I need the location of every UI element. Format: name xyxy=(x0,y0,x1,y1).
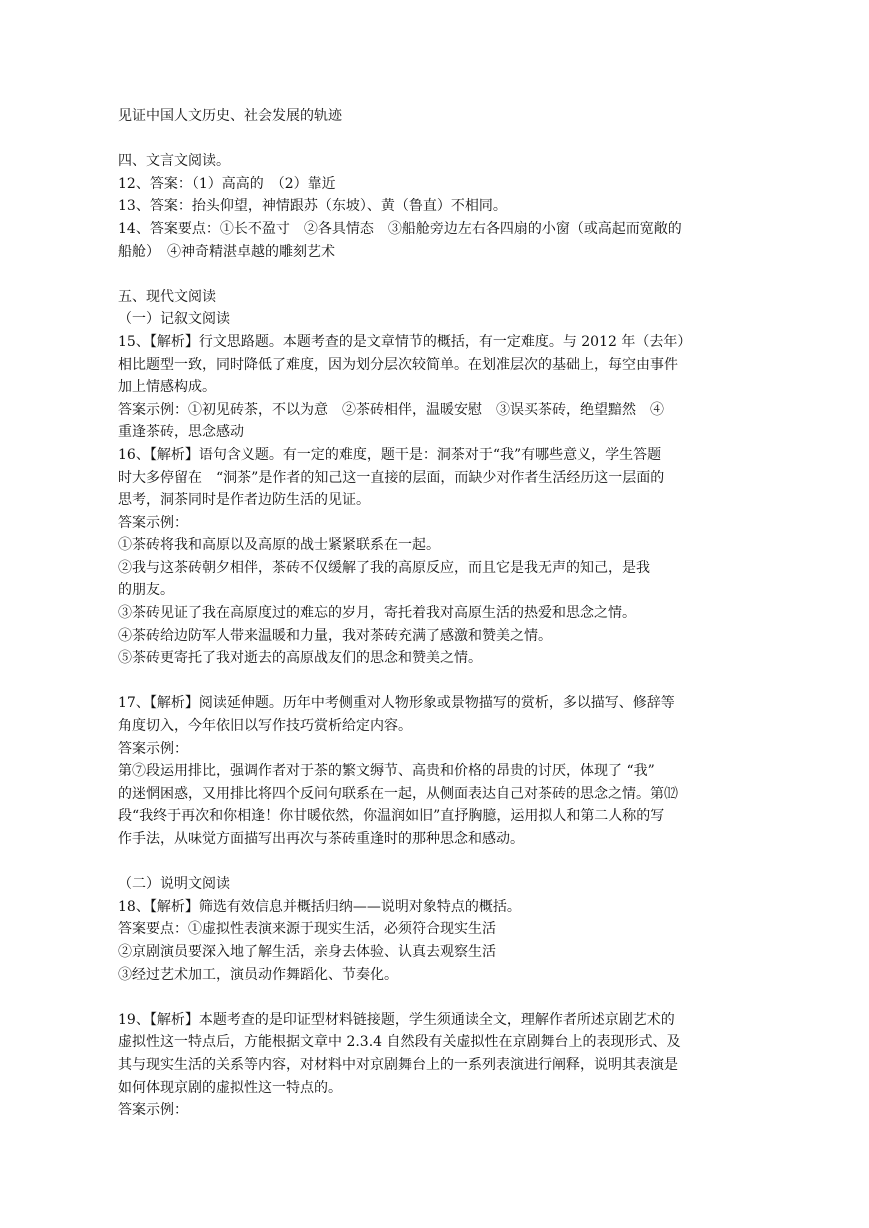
text-line: 13、答案：抬头仰望，神情跟苏（东坡）、黄（鲁直）不相同。 xyxy=(118,198,507,215)
text-line: 见证中国人文历史、社会发展的轨迹 xyxy=(118,108,342,124)
text-line: 思考，洞茶同时是作者边防生活的见证。 xyxy=(118,492,370,509)
text-line: （二）说明文阅读 xyxy=(118,876,230,893)
text-line: 19、【解析】本题考查的是印证型材料链接题，学生须通读全文，理解作者所述京剧艺术的 xyxy=(118,1011,675,1028)
text-line: 其与现实生活的关系等内容，对材料中对京剧舞台上的一系列表演进行阐释，说明其表演是 xyxy=(118,1056,678,1073)
text-line: 答案要点：①虚拟性表演来源于现实生活，必须符合现实生活 xyxy=(118,921,496,938)
text-line: 五、现代文阅读 xyxy=(118,288,216,305)
blank-line xyxy=(118,851,738,874)
text-line: 角度切入，今年依旧以写作技巧赏析给定内容。 xyxy=(118,718,412,735)
text-line: 18、【解析】筛选有效信息并概括归纳——说明对象特点的概括。 xyxy=(118,898,521,915)
text-line: ②京剧演员要深入地了解生活，亲身去体验、认真去观察生活 xyxy=(118,943,496,960)
text-line: 答案示例： xyxy=(118,514,188,531)
text-line: 段“我终于再次和你相逢！你甘暖依然，你温润如旧”直抒胸臆，运用拟人和第二人称的写 xyxy=(118,808,665,825)
text-line: 第⑦段运用排比，强调作者对于茶的繁文缛节、高贵和价格的昂贵的讨厌，体现了 “我” xyxy=(118,763,655,780)
text-line: ①茶砖将我和高原以及高原的战士紧紧联系在一起。 xyxy=(118,537,440,554)
text-line: 的迷惘困惑，又用排比将四个反问句联系在一起，从侧面表达自己对茶砖的思念之情。第⑿ xyxy=(118,785,678,802)
text-line: 12、答案：（1）高高的 （2）靠近 xyxy=(118,175,336,192)
text-line: 相比题型一致，同时降低了难度，因为划分层次较简单。在划准层次的基础上，每空由事件 xyxy=(118,356,678,373)
text-line: （一）记叙文阅读 xyxy=(118,311,230,328)
text-line: ⑤茶砖更寄托了我对逝去的高原战友们的思念和赞美之情。 xyxy=(118,650,482,667)
text-line: 15、【解析】行文思路题。本题考查的是文章情节的概括，有一定难度。与 2012 年（去年） xyxy=(118,333,692,350)
text-line: 14、答案要点：①长不盈寸 ②各具情态 ③船舱旁边左右各四扇的小窗（或高起而宽敞的 xyxy=(118,220,682,237)
text-line: 如何体现京剧的虚拟性这一特点的。 xyxy=(118,1079,342,1096)
text-line: 重逢茶砖，思念感动 xyxy=(118,424,244,441)
text-line: ④茶砖给边防军人带来温暖和力量，我对茶砖充满了感激和赞美之情。 xyxy=(118,627,552,644)
blank-line xyxy=(118,986,738,1009)
text-line: 的朋友。 xyxy=(118,582,174,599)
text-line: 16、【解析】语句含义题。有一定的难度，题干是：洞茶对于“我”有哪些意义，学生答题 xyxy=(118,446,662,463)
text-line: 加上情感构成。 xyxy=(118,379,216,396)
text-line: 四、文言文阅读。 xyxy=(118,153,230,170)
blank-line xyxy=(118,670,738,693)
text-line: 作手法，从味觉方面描写出再次与茶砖重逢时的那种思念和感动。 xyxy=(118,831,524,847)
text-line: ③茶砖见证了我在高原度过的难忘的岁月，寄托着我对高原生活的热爱和思念之情。 xyxy=(118,605,636,622)
blank-line xyxy=(118,128,738,151)
text-line: 答案示例： xyxy=(118,1102,188,1119)
text-line: ③经过艺术加工，演员动作舞蹈化、节奏化。 xyxy=(118,966,398,983)
document-text xyxy=(118,105,738,1122)
text-line: ②我与这茶砖朝夕相伴，茶砖不仅缓解了我的高原反应，而且它是我无声的知己，是我 xyxy=(118,559,650,576)
blank-line xyxy=(118,263,738,286)
text-line: 答案示例： xyxy=(118,740,188,757)
text-line: 船舱） ④神奇精湛卓越的雕刻艺术 xyxy=(118,243,335,260)
text-line: 时大多停留在 “洞茶”是作者的知己这一直接的层面，而缺少对作者生活经历这一层面的 xyxy=(118,469,665,486)
text-line: 答案示例：①初见砖茶，不以为意 ②茶砖相伴，温暖安慰 ③误买茶砖，绝望黯然 ④ xyxy=(118,401,664,418)
text-line: 17、【解析】阅读延伸题。历年中考侧重对人物形象或景物描写的赏析，多以描写、修辞等 xyxy=(118,695,675,712)
text-line: 虚拟性这一特点后，方能根据文章中 2.3.4 自然段有关虚拟性在京剧舞台上的表现形式、及 xyxy=(118,1034,681,1051)
